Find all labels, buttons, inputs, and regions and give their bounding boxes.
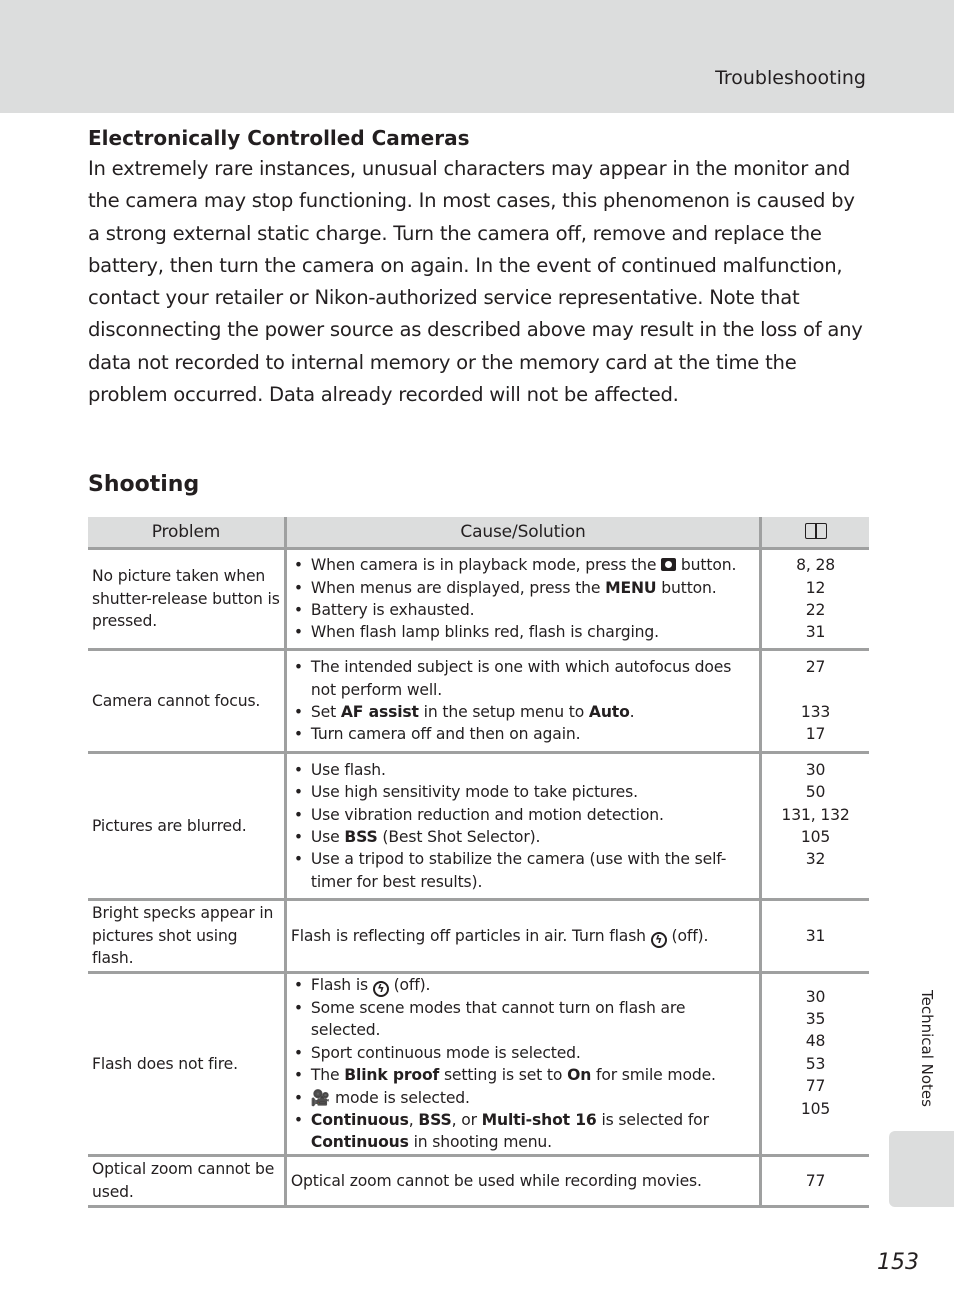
cause-item: • Use flash. [291,759,755,781]
page-ref: 35 [805,1009,826,1028]
page-ref: 31 [805,926,826,945]
table-row [88,1155,869,1206]
cause-item: • Set AF assist in the setup menu to Auto. [291,701,755,723]
page-ref: 8, 28 [796,556,836,575]
page-ref: 30 [805,987,826,1006]
cause-cell [285,650,760,753]
cause-item: • When menus are displayed, press the MENU button. [291,577,755,599]
header-band [0,0,954,113]
cause-cell: Optical zoom cannot be used while recording movies. [285,1155,760,1206]
problem-cell: Pictures are blurred. [88,753,285,900]
movie-icon: 🎥 [310,1088,331,1107]
reference-cell [761,1155,869,1206]
cause-item: • Sport continuous mode is selected. [291,1042,755,1064]
page-ref: 105 [800,828,831,846]
page-number: 153 [877,1250,919,1275]
shooting-heading: Shooting [88,472,200,497]
cause-item: • Some scene modes that cannot turn on flash are selected. [291,997,755,1042]
cause-cell [285,549,760,650]
cause-item: • Flash is ϟ (off). [291,974,755,997]
cause-item: • Use vibration reduction and motion detection. [291,804,755,826]
electronic-cameras-heading: Electronically Controlled Cameras [88,126,470,150]
side-tab [889,1131,954,1207]
cause-item: • When flash lamp blinks red, flash is charging. [291,621,755,643]
page-ref: 77 [805,1077,826,1096]
shooting-troubleshooting-table [88,517,869,1208]
book-icon [805,523,827,539]
page-ref: 105 [800,1099,831,1118]
problem-column-header: Problem [88,517,285,549]
table-row [88,973,869,1156]
cause-cell [285,753,760,900]
page-ref: 32 [805,850,826,869]
table-row [88,549,869,650]
cause-item: • The Blink proof setting is set to On for smile mode. [291,1064,755,1086]
page-ref: 22 [805,601,826,619]
camera-icon [661,558,676,571]
page-ref: 17 [805,725,826,744]
reference-cell [761,900,869,973]
page-ref: 131, 132 [781,805,850,824]
cause-item: • 🎥 mode is selected. [291,1087,755,1109]
cause-item: • Battery is exhausted. [291,599,755,621]
page-ref: 30 [805,760,826,779]
page-ref: 50 [805,783,826,802]
table-row [88,900,869,973]
reference-cell [761,650,869,753]
cause-column-header: Cause/Solution [285,517,760,549]
cause-item: • Turn camera off and then on again. [291,723,755,745]
reference-cell [761,549,869,650]
cause-cell [285,973,760,1156]
reference-cell [761,973,869,1156]
problem-cell: Flash does not fire. [88,973,285,1156]
page-ref [766,679,865,701]
problem-cell: Bright specks appear in pictures shot using flash. [88,900,285,973]
cause-item: • Use BSS (Best Shot Selector). [291,826,755,848]
cause-item: • When camera is in playback mode, press the button. [291,554,755,576]
cause-cell: Flash is reflecting off particles in air. Turn flash ϟ (off). [285,900,760,973]
cause-item: • The intended subject is one with which autofocus does not perform well. [291,656,755,701]
problem-cell: No picture taken when shutter-release button is pressed. [88,549,285,650]
page-ref: 77 [805,1171,826,1190]
page-ref: 48 [805,1032,826,1051]
table-row [88,753,869,900]
page-ref: 27 [805,658,826,677]
reference-cell [761,753,869,900]
page-ref: 12 [805,578,826,597]
bss-icon: BSS [344,828,378,846]
cause-item: • Use high sensitivity mode to take pictures. [291,781,755,803]
flash-off-icon: ϟ [373,981,389,997]
problem-cell: Optical zoom cannot be used. [88,1155,285,1206]
table-row [88,650,869,753]
table-header-row [88,517,869,549]
page-ref: 133 [800,702,831,721]
cause-item: • Use a tripod to stabilize the camera (use with the self-timer for best results). [291,848,755,893]
reference-column-header [761,517,869,549]
cause-item: • Continuous, BSS, or Multi-shot 16 is selected for Continuous in shooting menu. [291,1109,755,1154]
problem-cell: Camera cannot focus. [88,650,285,753]
menu-icon: MENU [605,578,657,597]
electronic-cameras-text: In extremely rare instances, unusual characters may appear in the monitor and the camera may stop functioning. In most cases, this phenomenon is caused by a strong external static charge. Turn the camera off, remove and replace the battery, then turn the camera on again. In the event of continued malfunction, contact your retailer or Nikon-authorized service representative. Note that disconnecting the power source as described above may result in the loss of any data not recorded to internal memory or the memory card at the time the problem occurred. Data already recorded will not be affected. [88,157,863,407]
side-tab-label: Technical Notes [918,990,936,1107]
running-header: Troubleshooting [715,67,866,89]
page-ref: 53 [805,1054,826,1073]
flash-off-icon: ϟ [651,932,667,948]
page-ref: 31 [805,623,826,642]
